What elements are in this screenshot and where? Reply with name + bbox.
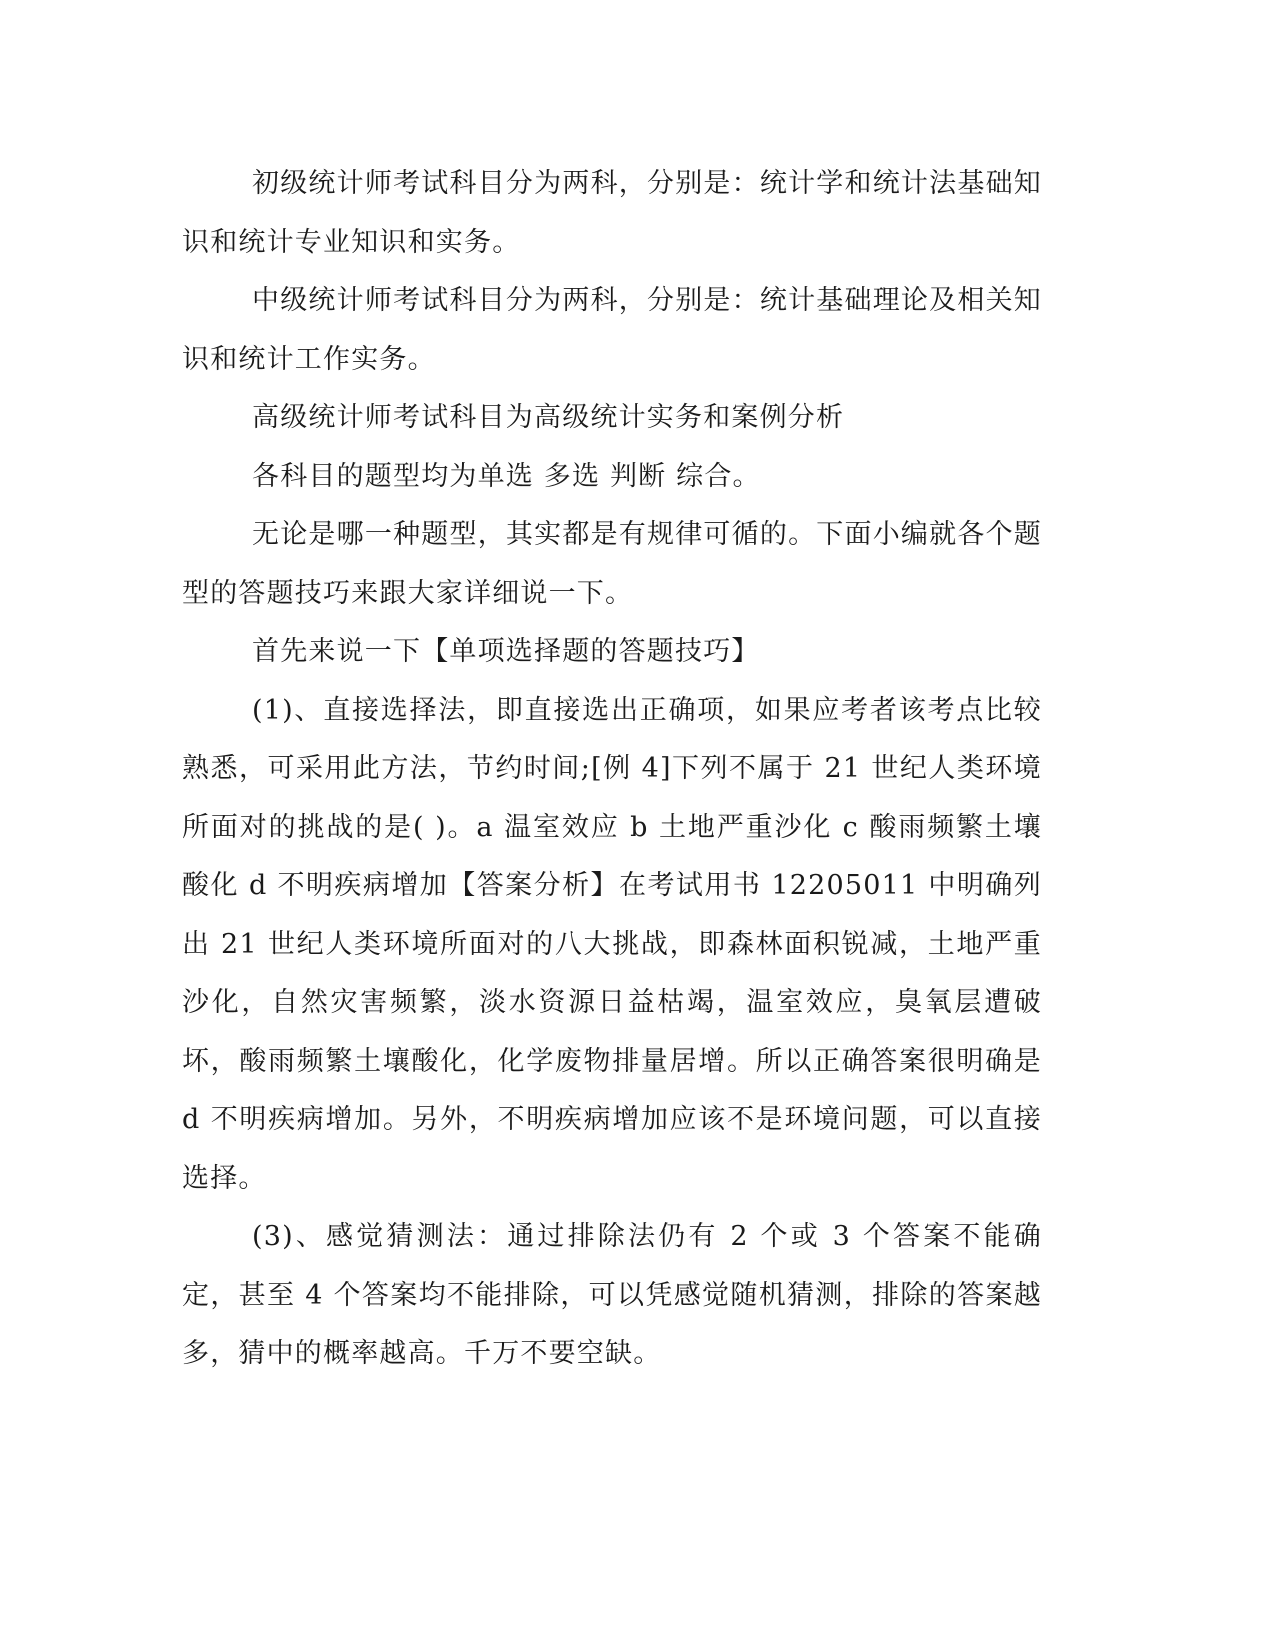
paragraph-senior-exam-subjects: 高级统计师考试科目为高级统计实务和案例分析 [252,402,845,433]
paragraph-question-types: 各科目的题型均为单选 多选 判断 综合。 [252,460,761,492]
document-body [182,155,1042,1384]
paragraph-single-choice-heading: 首先来说一下【单项选择题的答题技巧】 [252,636,760,667]
paragraph-primary-exam-subjects: 初级统计师考试科目分为两科，分别是：统计学和统计法基础知识和统计专业知识和实务。 [182,168,1042,258]
paragraph-intro-techniques: 无论是哪一种题型，其实都是有规律可循的。下面小编就各个题型的答题技巧来跟大家详细说一下。 [182,519,1042,609]
paragraph-guessing-method: (3)、感觉猜测法：通过排除法仍有 2 个或 3 个答案不能确定，甚至 4 个答案均不能排除，可以凭感觉随机猜测，排除的答案越多，猜中的概率越高。千万不要空缺。 [182,1221,1042,1369]
paragraph-intermediate-exam-subjects: 中级统计师考试科目分为两科，分别是：统计基础理论及相关知识和统计工作实务。 [182,285,1042,375]
paragraph-direct-selection-method: (1)、直接选择法，即直接选出正确项，如果应考者该考点比较熟悉，可采用此方法，节约时间;[例 4]下列不属于 21 世纪人类环境所面对的挑战的是( )。a 温室效应 b 土地严重沙化 c 酸雨频繁土壤酸化 d 不明疾病增加【答案分析】在考试用书 12205011 中明确列出 21 世纪人类环境所面对的八大挑战，即森林面积锐减，土地严重沙化，自然灾害频繁，淡水资源日益枯竭，温室效应，臭氧层遭破坏，酸雨频繁土壤酸化，化学废物排量居增。所以正确答案很明确是 d 不明疾病增加。另外，不明疾病增加应该不是环境问题，可以直接选择。 [182,694,1042,1194]
